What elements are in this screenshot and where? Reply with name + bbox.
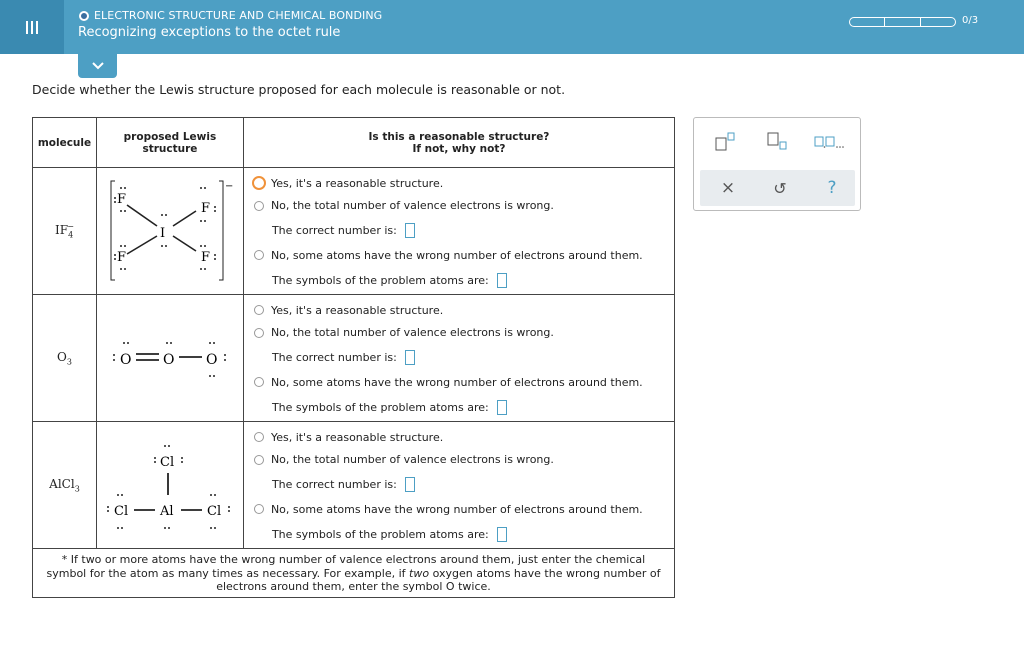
correct-number-row: The correct number is: [254, 217, 674, 244]
option-no-total[interactable]: No, the total number of valence electrons is wrong. [254, 195, 674, 218]
radio-button[interactable] [254, 250, 264, 260]
atom-f: F [200, 200, 210, 216]
symbols-row: The symbols of the problem atoms are: [254, 521, 674, 548]
radio-button[interactable] [254, 201, 264, 211]
topic-status-icon [79, 11, 89, 21]
progress-text: 0/3 [962, 15, 979, 26]
correct-number-input[interactable] [405, 223, 415, 238]
undo-icon[interactable]: ↺ [773, 178, 787, 198]
option-yes[interactable]: Yes, it's a reasonable structure. [254, 299, 674, 322]
clear-icon[interactable]: × [720, 178, 736, 198]
atom-cl: Cl [159, 454, 175, 470]
radio-button[interactable] [254, 504, 264, 514]
option-yes[interactable]: Yes, it's a reasonable structure. [254, 426, 674, 449]
correct-number-row: The correct number is: [254, 344, 674, 371]
radio-button[interactable] [254, 455, 264, 465]
radio-button[interactable] [254, 328, 264, 338]
option-no-total[interactable]: No, the total number of valence electrons is wrong. [254, 449, 674, 472]
option-no-atoms[interactable]: No, some atoms have the wrong number of electrons around them. [254, 498, 674, 521]
header-molecule: molecule [33, 118, 97, 168]
help-icon[interactable]: ? [827, 178, 837, 198]
answer-options [243, 168, 674, 295]
header-proposed: proposed Lewis structure [96, 118, 243, 168]
radio-button[interactable] [254, 377, 264, 387]
atom-f: F [116, 249, 126, 265]
top-bar [0, 0, 1024, 54]
atom-o: O [205, 351, 218, 368]
topic-label: ELECTRONIC STRUCTURE AND CHEMICAL BONDING [94, 9, 383, 22]
answer-options [243, 422, 674, 549]
symbols-input[interactable] [497, 400, 507, 415]
table-row [33, 295, 675, 422]
atom-o: O [119, 351, 132, 368]
option-no-atoms[interactable]: No, some atoms have the wrong number of electrons around them. [254, 244, 674, 267]
correct-number-input[interactable] [405, 350, 415, 365]
radio-button[interactable] [254, 432, 264, 442]
table-row [33, 168, 675, 295]
instruction-text: Decide whether the Lewis structure proposed for each molecule is reasonable or not. [32, 82, 566, 97]
molecule-formula: AlCl$_3$ [33, 422, 97, 549]
menu-button[interactable] [0, 0, 64, 54]
lewis-structure [96, 295, 243, 422]
hamburger-icon [23, 19, 41, 35]
footnote: * If two or more atoms have the wrong number of valence electrons around them, just enter the chemical symbol for the atom as many times as necessary. For example, if two oxygen atoms have the wrong number of electrons around them, enter the symbol O twice. [33, 549, 675, 598]
option-no-total[interactable]: No, the total number of valence electrons is wrong. [254, 322, 674, 345]
subscript-icon[interactable] [764, 130, 790, 152]
molecule-formula: $O_3$ [33, 295, 97, 422]
atom-f: F [116, 191, 126, 207]
symbols-input[interactable] [497, 273, 507, 288]
sequence-icon[interactable] [812, 130, 848, 152]
page-title: Recognizing exceptions to the octet rule [78, 25, 341, 40]
correct-number-input[interactable] [405, 477, 415, 492]
lewis-structure [96, 168, 243, 295]
molecule-formula: $IF_4^-$ [33, 168, 97, 295]
charge-label: − [224, 180, 234, 192]
answer-toolbar [693, 117, 861, 211]
option-yes[interactable]: Yes, it's a reasonable structure. [254, 172, 674, 195]
radio-button[interactable] [254, 305, 264, 315]
atom-o: O [162, 351, 175, 368]
lewis-structure [96, 422, 243, 549]
topic-heading [79, 9, 382, 22]
symbols-input[interactable] [497, 527, 507, 542]
answer-options [243, 295, 674, 422]
atom-cl: Cl [206, 503, 222, 519]
progress-bar [849, 17, 956, 27]
superscript-icon[interactable] [712, 130, 738, 152]
chevron-down-icon [91, 61, 105, 71]
symbols-row: The symbols of the problem atoms are: [254, 394, 674, 421]
header-question: Is this a reasonable structure? If not, why not? [243, 118, 674, 168]
table-row [33, 422, 675, 549]
symbols-row: The symbols of the problem atoms are: [254, 267, 674, 294]
collapse-toggle[interactable] [78, 54, 117, 78]
option-no-atoms[interactable]: No, some atoms have the wrong number of electrons around them. [254, 371, 674, 394]
atom-i: I [159, 225, 166, 241]
atom-cl: Cl [113, 503, 129, 519]
atom-al: Al [159, 503, 174, 519]
correct-number-row: The correct number is: [254, 471, 674, 498]
question-table [32, 117, 675, 598]
action-bar [700, 170, 855, 206]
radio-button-selected[interactable] [252, 176, 266, 190]
atom-f: F [200, 249, 210, 265]
